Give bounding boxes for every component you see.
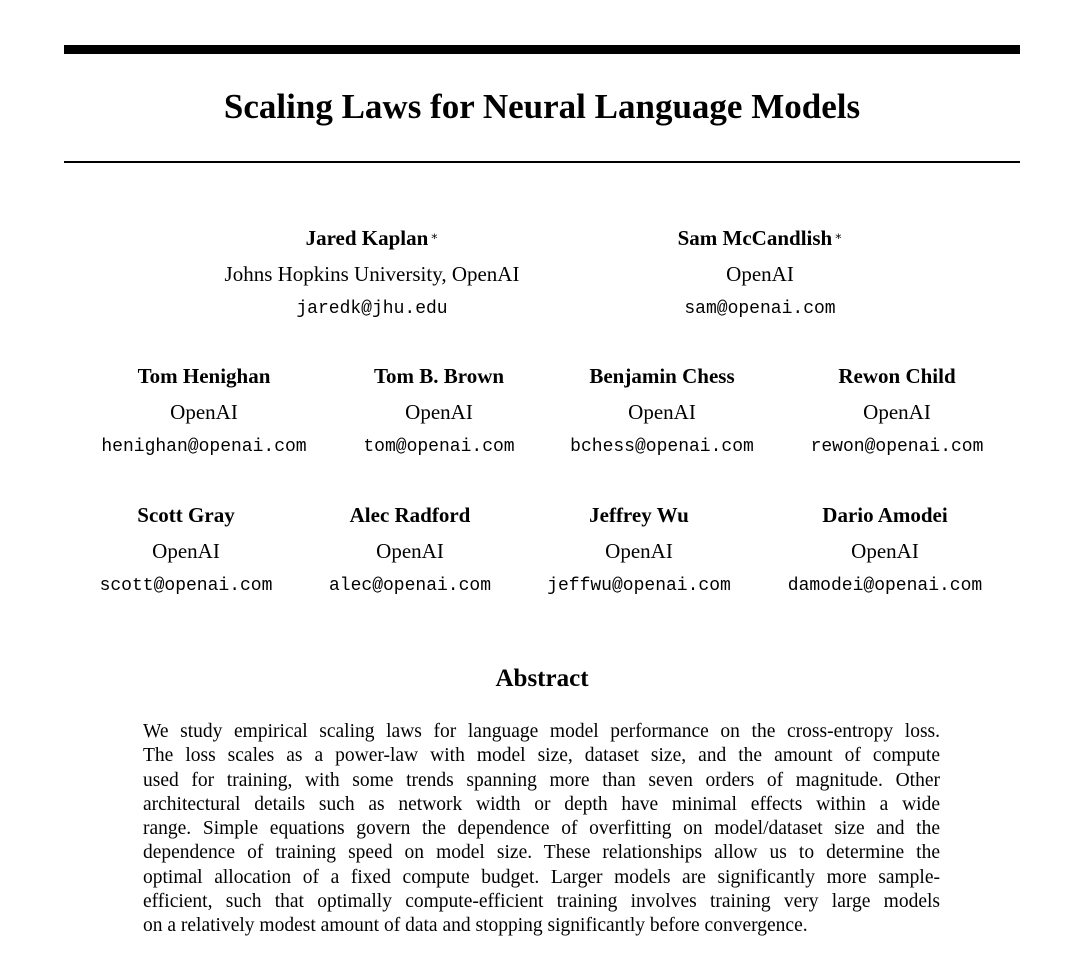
abstract-line: efficient, such that optimally compute-efficient training involves training very large models (143, 891, 940, 913)
author-affiliation: OpenAI (628, 400, 696, 424)
author-name: Rewon Child (838, 364, 956, 388)
author-name: Jeffrey Wu (589, 503, 689, 527)
author-email[interactable]: tom@openai.com (363, 437, 515, 457)
author-block-mccandlish (630, 226, 890, 320)
title-rule (64, 161, 1020, 163)
author-affiliation: OpenAI (376, 539, 444, 563)
abstract-line: optimal allocation of a fixed compute budget. Larger models are significantly more sample- (143, 866, 940, 888)
author-email[interactable]: henighan@openai.com (101, 437, 307, 457)
author-affiliation: OpenAI (170, 400, 238, 424)
author-block-gray (86, 503, 286, 597)
author-affiliation: OpenAI (152, 539, 220, 563)
author-affiliation: OpenAI (863, 400, 931, 424)
author-affiliation: Johns Hopkins University, OpenAI (224, 262, 520, 286)
author-name: Scott Gray (137, 503, 235, 527)
abstract-line: used for training, with some trends spanning more than seven orders of magnitude. Other (143, 769, 940, 791)
author-block-amodei (770, 503, 1000, 597)
author-block-kaplan (222, 226, 522, 320)
top-rule (64, 45, 1020, 54)
author-block-wu (530, 503, 748, 597)
abstract-line: We study empirical scaling laws for language model performance on the cross-entropy loss. (143, 721, 940, 742)
author-email[interactable]: damodei@openai.com (787, 576, 983, 596)
author-email[interactable]: scott@openai.com (99, 576, 273, 596)
author-name: Alec Radford (349, 503, 471, 527)
author-email[interactable]: bchess@openai.com (570, 437, 754, 457)
author-name: Benjamin Chess (589, 364, 735, 388)
abstract-line: dependence of training speed on model size. These relationships allow us to determine the (143, 842, 940, 864)
author-affiliation: OpenAI (851, 539, 919, 563)
author-block-radford (310, 503, 510, 597)
author-name: Jared Kaplan ∗ (305, 226, 439, 250)
author-block-child (790, 364, 1004, 458)
author-email[interactable]: alec@openai.com (328, 576, 492, 596)
author-affiliation: OpenAI (605, 539, 673, 563)
author-name: Sam McCandlish ∗ (677, 226, 843, 250)
abstract-line: The loss scales as a power-law with model size, dataset size, and the amount of compute (143, 745, 940, 767)
author-email[interactable]: sam@openai.com (684, 299, 836, 319)
author-email[interactable]: rewon@openai.com (810, 437, 984, 457)
abstract-body (143, 720, 940, 939)
abstract-line: range. Simple equations govern the dependence of overfitting on model/dataset size and the (143, 818, 940, 840)
author-name: Tom B. Brown (373, 364, 505, 388)
author-block-chess (552, 364, 772, 458)
author-email[interactable]: jaredk@jhu.edu (296, 299, 448, 319)
equal-contribution-mark: ∗ (430, 229, 439, 243)
abstract-line: on a relatively modest amount of data and stopping significantly before convergence. (143, 915, 808, 937)
author-block-brown (344, 364, 534, 458)
equal-contribution-mark: ∗ (834, 229, 843, 243)
author-email[interactable]: jeffwu@openai.com (547, 576, 731, 596)
author-affiliation: OpenAI (405, 400, 473, 424)
author-block-henighan (84, 364, 324, 458)
paper-title: Scaling Laws for Neural Language Models (223, 87, 861, 126)
author-name: Tom Henighan (137, 364, 271, 388)
author-affiliation: OpenAI (726, 262, 794, 286)
abstract-line: architectural details such as network width or depth have minimal effects within a wide (143, 793, 940, 815)
abstract-heading: Abstract (495, 665, 589, 692)
author-name: Dario Amodei (822, 503, 948, 527)
